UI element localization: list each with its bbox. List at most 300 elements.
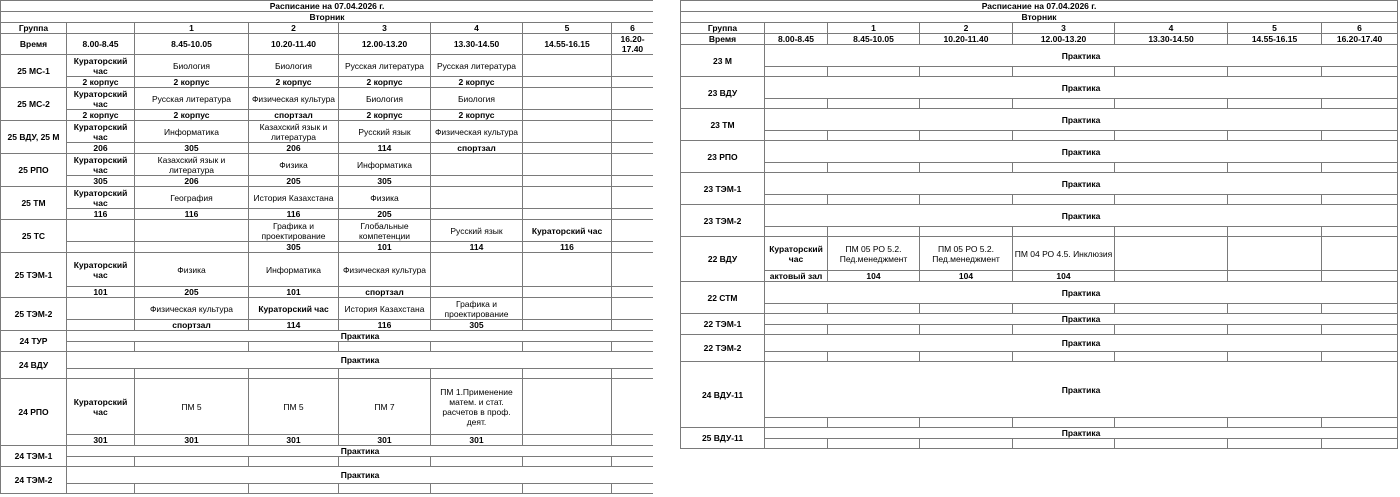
practice-label: Практика: [765, 282, 1398, 304]
group-row: [1, 331, 654, 342]
room-cell: [828, 227, 920, 237]
room-cell: [920, 352, 1013, 362]
room-cell: [920, 131, 1013, 141]
pair-number: 5: [523, 23, 612, 34]
room-cell: [523, 369, 612, 379]
room-cell: 116: [523, 242, 612, 253]
time-header: Время: [1, 34, 67, 55]
room-cell: 116: [339, 320, 431, 331]
room-cell: [612, 176, 654, 187]
pair-number: 4: [1115, 23, 1228, 34]
group-room-row: [681, 195, 1398, 205]
group-row: [1, 154, 654, 176]
room-cell: 2 корпус: [339, 77, 431, 88]
room-cell: 116: [249, 209, 339, 220]
subject-cell: ПМ 5: [135, 379, 249, 435]
time-slot: 12.00-13.20: [339, 34, 431, 55]
group-row: [681, 335, 1398, 352]
subject-cell: Кураторский час: [523, 220, 612, 242]
left-schedule-table: [0, 0, 654, 494]
subject-cell: Русская литература: [431, 55, 523, 77]
group-room-row: [1, 342, 654, 352]
subject-cell: ПМ 04 РО 4.5. Инклюзия: [1013, 237, 1115, 271]
group-row: [1, 121, 654, 143]
group-name: 24 ВДУ-11: [681, 362, 765, 428]
room-cell: спортзал: [431, 143, 523, 154]
room-cell: 305: [67, 176, 135, 187]
group-row: [681, 45, 1398, 67]
room-cell: [1322, 195, 1398, 205]
room-cell: [765, 163, 828, 173]
room-cell: [1013, 99, 1115, 109]
room-cell: [1115, 131, 1228, 141]
time-slot: 8.00-8.45: [67, 34, 135, 55]
group-name: 25 РПО: [1, 154, 67, 187]
group-room-row: [681, 325, 1398, 335]
room-cell: [523, 77, 612, 88]
group-header: Группа: [1, 23, 67, 34]
subject-cell: Кураторский час: [249, 298, 339, 320]
time-slot: 14.55-16.15: [523, 34, 612, 55]
room-cell: [765, 227, 828, 237]
subject-cell: Глобальные компетенции: [339, 220, 431, 242]
pair-number: 1: [135, 23, 249, 34]
group-room-row: [1, 484, 654, 494]
pair-number: 2: [920, 23, 1013, 34]
room-cell: [612, 110, 654, 121]
room-cell: 2 корпус: [67, 110, 135, 121]
room-cell: [67, 484, 135, 494]
pair-number-row: [681, 23, 1398, 34]
room-cell: [1228, 304, 1322, 314]
time-slot: 8.45-10.05: [135, 34, 249, 55]
room-cell: [1322, 439, 1398, 449]
subject-cell: Физика: [339, 187, 431, 209]
room-cell: [1228, 271, 1322, 282]
room-cell: 104: [1013, 271, 1115, 282]
room-cell: [828, 131, 920, 141]
group-room-row: [1, 77, 654, 88]
time-slot: 10.20-11.40: [249, 34, 339, 55]
room-cell: [523, 143, 612, 154]
room-cell: [523, 484, 612, 494]
room-cell: [612, 369, 654, 379]
room-cell: [765, 304, 828, 314]
room-cell: [1322, 227, 1398, 237]
subject-cell: Русская литература: [339, 55, 431, 77]
room-cell: [920, 304, 1013, 314]
group-room-row: [681, 227, 1398, 237]
room-cell: [1013, 418, 1115, 428]
room-cell: [1115, 227, 1228, 237]
subject-cell: [612, 379, 654, 435]
subject-cell: Русский язык: [339, 121, 431, 143]
room-cell: 301: [431, 435, 523, 446]
group-name: 25 ТЭМ-1: [1, 253, 67, 298]
practice-label: Практика: [765, 45, 1398, 67]
room-cell: 301: [135, 435, 249, 446]
room-cell: [67, 242, 135, 253]
group-name: 25 МС-1: [1, 55, 67, 88]
group-row: [1, 352, 654, 369]
room-cell: 114: [249, 320, 339, 331]
room-cell: [431, 342, 523, 352]
room-cell: [1322, 271, 1398, 282]
group-header: Группа: [681, 23, 765, 34]
room-cell: [523, 320, 612, 331]
group-name: 22 СТМ: [681, 282, 765, 314]
room-cell: [523, 110, 612, 121]
room-cell: [431, 484, 523, 494]
room-cell: 205: [339, 209, 431, 220]
room-cell: [1322, 418, 1398, 428]
room-cell: [523, 287, 612, 298]
room-cell: 101: [249, 287, 339, 298]
subject-cell: Биология: [339, 88, 431, 110]
group-row: [681, 237, 1398, 271]
room-cell: [828, 352, 920, 362]
practice-label: Практика: [765, 141, 1398, 163]
room-cell: [765, 439, 828, 449]
time-slot: 14.55-16.15: [1228, 34, 1322, 45]
room-cell: [1013, 352, 1115, 362]
pair-number: 1: [828, 23, 920, 34]
group-row: [681, 282, 1398, 304]
group-row: [681, 314, 1398, 325]
group-name: 23 ВДУ: [681, 77, 765, 109]
subject-cell: Кураторский час: [67, 187, 135, 209]
room-cell: [920, 418, 1013, 428]
room-cell: 301: [249, 435, 339, 446]
time-slot: 16.20-17.40: [612, 34, 654, 55]
group-name: 23 РПО: [681, 141, 765, 173]
room-cell: [135, 369, 249, 379]
room-cell: [1322, 67, 1398, 77]
group-row: [1, 187, 654, 209]
group-room-row: [1, 320, 654, 331]
time-row: [1, 34, 654, 55]
subject-cell: [67, 220, 135, 242]
subject-cell: [1322, 237, 1398, 271]
pair-number: 3: [1013, 23, 1115, 34]
subject-cell: [431, 253, 523, 287]
group-room-row: [1, 457, 654, 467]
room-cell: [920, 163, 1013, 173]
practice-label: Практика: [765, 173, 1398, 195]
room-cell: [523, 435, 612, 446]
room-cell: [67, 342, 135, 352]
group-name: 24 РПО: [1, 379, 67, 446]
room-cell: [339, 484, 431, 494]
room-cell: 2 корпус: [67, 77, 135, 88]
room-cell: 301: [339, 435, 431, 446]
group-name: 23 М: [681, 45, 765, 77]
practice-label: Практика: [765, 314, 1398, 325]
group-room-row: [681, 418, 1398, 428]
room-cell: [1115, 67, 1228, 77]
group-room-row: [681, 352, 1398, 362]
room-cell: 301: [67, 435, 135, 446]
room-cell: [920, 195, 1013, 205]
group-name: 25 ВДУ-11: [681, 428, 765, 449]
room-cell: 104: [828, 271, 920, 282]
left-schedule-sheet: [0, 0, 653, 494]
group-row: [1, 88, 654, 110]
room-cell: [828, 195, 920, 205]
room-cell: [765, 99, 828, 109]
time-slot: 13.30-14.50: [431, 34, 523, 55]
room-cell: [1322, 325, 1398, 335]
room-cell: [765, 67, 828, 77]
room-cell: 206: [135, 176, 249, 187]
group-room-row: [681, 163, 1398, 173]
room-cell: [249, 484, 339, 494]
subject-cell: Информатика: [135, 121, 249, 143]
subject-cell: [523, 55, 612, 77]
group-room-row: [1, 369, 654, 379]
group-name: 25 ТМ: [1, 187, 67, 220]
room-cell: [1115, 352, 1228, 362]
time-slot: 8.00-8.45: [765, 34, 828, 45]
room-cell: [612, 484, 654, 494]
room-cell: [339, 457, 431, 467]
room-cell: [765, 131, 828, 141]
subject-cell: [67, 298, 135, 320]
room-cell: [431, 369, 523, 379]
subject-cell: История Казахстана: [339, 298, 431, 320]
group-room-row: [681, 439, 1398, 449]
group-name: 25 ТС: [1, 220, 67, 253]
pair-number: 4: [431, 23, 523, 34]
subject-cell: Кураторский час: [765, 237, 828, 271]
subject-cell: ПМ 7: [339, 379, 431, 435]
room-cell: [1013, 131, 1115, 141]
group-name: 23 ТЭМ-2: [681, 205, 765, 237]
subject-cell: Кураторский час: [67, 154, 135, 176]
group-name: 25 МС-2: [1, 88, 67, 121]
room-cell: [920, 227, 1013, 237]
time-header: Время: [681, 34, 765, 45]
group-name: 25 ВДУ, 25 М: [1, 121, 67, 154]
room-cell: [135, 484, 249, 494]
room-cell: спортзал: [339, 287, 431, 298]
group-row: [1, 298, 654, 320]
subject-cell: [431, 187, 523, 209]
room-cell: 305: [431, 320, 523, 331]
room-cell: 104: [920, 271, 1013, 282]
group-row: [681, 141, 1398, 163]
room-cell: 2 корпус: [339, 110, 431, 121]
room-cell: [920, 439, 1013, 449]
group-row: [1, 220, 654, 242]
room-cell: [612, 457, 654, 467]
time-slot: 16.20-17.40: [1322, 34, 1398, 45]
room-cell: спортзал: [249, 110, 339, 121]
room-cell: [1228, 67, 1322, 77]
room-cell: 116: [67, 209, 135, 220]
pair-number: [765, 23, 828, 34]
room-cell: [1228, 131, 1322, 141]
group-room-row: [1, 242, 654, 253]
room-cell: [1013, 227, 1115, 237]
room-cell: [1013, 195, 1115, 205]
time-slot: 8.45-10.05: [828, 34, 920, 45]
subject-cell: [523, 298, 612, 320]
room-cell: [765, 325, 828, 335]
room-cell: 114: [431, 242, 523, 253]
room-cell: [339, 369, 431, 379]
subject-cell: Биология: [431, 88, 523, 110]
subject-cell: [135, 220, 249, 242]
room-cell: [920, 99, 1013, 109]
subject-cell: Физика: [249, 154, 339, 176]
subject-cell: Физическая культура: [135, 298, 249, 320]
practice-label: Практика: [765, 428, 1398, 439]
group-row: [681, 77, 1398, 99]
right-schedule-sheet: [680, 0, 1397, 449]
subject-cell: [612, 88, 654, 110]
group-row: [681, 109, 1398, 131]
time-slot: 12.00-13.20: [1013, 34, 1115, 45]
room-cell: [1115, 163, 1228, 173]
room-cell: [523, 176, 612, 187]
room-cell: [828, 304, 920, 314]
subject-cell: [523, 253, 612, 287]
room-cell: [249, 457, 339, 467]
subject-cell: [523, 379, 612, 435]
subject-cell: Казахский язык и литература: [135, 154, 249, 176]
group-room-row: [1, 209, 654, 220]
schedule-title: Расписание на 07.04.2026 г.: [1, 1, 654, 12]
group-name: 23 ТЭМ-1: [681, 173, 765, 205]
room-cell: [828, 439, 920, 449]
subject-cell: Кураторский час: [67, 88, 135, 110]
room-cell: [828, 99, 920, 109]
practice-label: Практика: [67, 446, 654, 457]
subject-cell: [431, 154, 523, 176]
group-name: 24 ВДУ: [1, 352, 67, 379]
subject-cell: Физика: [135, 253, 249, 287]
group-name: 22 ВДУ: [681, 237, 765, 282]
group-row: [1, 379, 654, 435]
subject-cell: ПМ 1.Применение матем. и стат. расчетов в проф. деят.: [431, 379, 523, 435]
subject-cell: [612, 298, 654, 320]
room-cell: [1322, 163, 1398, 173]
pair-number: 6: [612, 23, 654, 34]
room-cell: [339, 342, 431, 352]
room-cell: [1228, 227, 1322, 237]
room-cell: [1115, 418, 1228, 428]
group-name: 24 ТЭМ-2: [1, 467, 67, 494]
subject-cell: Казахский язык и литература: [249, 121, 339, 143]
room-cell: [249, 369, 339, 379]
room-cell: 2 корпус: [135, 77, 249, 88]
room-cell: [828, 418, 920, 428]
group-name: 22 ТЭМ-1: [681, 314, 765, 335]
subject-cell: ПМ 5: [249, 379, 339, 435]
subject-cell: ПМ 05 РО 5.2. Пед.менеджмент: [828, 237, 920, 271]
group-room-row: [681, 99, 1398, 109]
room-cell: [765, 418, 828, 428]
subject-cell: [612, 187, 654, 209]
room-cell: 206: [249, 143, 339, 154]
room-cell: [920, 67, 1013, 77]
room-cell: [523, 342, 612, 352]
room-cell: [1322, 131, 1398, 141]
room-cell: [1228, 99, 1322, 109]
room-cell: [1115, 271, 1228, 282]
room-cell: [1228, 325, 1322, 335]
room-cell: 206: [67, 143, 135, 154]
practice-label: Практика: [765, 205, 1398, 227]
practice-label: Практика: [67, 352, 654, 369]
room-cell: 305: [339, 176, 431, 187]
pair-number: 2: [249, 23, 339, 34]
group-room-row: [681, 304, 1398, 314]
subject-cell: [523, 154, 612, 176]
room-cell: [612, 320, 654, 331]
group-row: [681, 362, 1398, 418]
room-cell: [135, 342, 249, 352]
subject-cell: Информатика: [339, 154, 431, 176]
room-cell: [523, 209, 612, 220]
room-cell: 2 корпус: [431, 110, 523, 121]
time-slot: 13.30-14.50: [1115, 34, 1228, 45]
room-cell: [1322, 304, 1398, 314]
subject-cell: Кураторский час: [67, 379, 135, 435]
subject-cell: Биология: [249, 55, 339, 77]
room-cell: [612, 209, 654, 220]
group-room-row: [681, 131, 1398, 141]
subject-cell: [612, 220, 654, 242]
subject-cell: [523, 187, 612, 209]
group-row: [681, 205, 1398, 227]
room-cell: [1322, 352, 1398, 362]
practice-label: Практика: [765, 335, 1398, 352]
room-cell: 205: [135, 287, 249, 298]
room-cell: спортзал: [135, 320, 249, 331]
subject-cell: Графика и проектирование: [249, 220, 339, 242]
room-cell: [1013, 304, 1115, 314]
room-cell: 2 корпус: [249, 77, 339, 88]
room-cell: [1115, 304, 1228, 314]
room-cell: [431, 209, 523, 220]
room-cell: 116: [135, 209, 249, 220]
room-cell: [135, 457, 249, 467]
room-cell: [523, 457, 612, 467]
subject-cell: [612, 121, 654, 143]
room-cell: [1115, 99, 1228, 109]
group-room-row: [681, 67, 1398, 77]
room-cell: [765, 352, 828, 362]
group-room-row: [1, 143, 654, 154]
room-cell: [612, 242, 654, 253]
group-name: 24 ТЭМ-1: [1, 446, 67, 467]
room-cell: 305: [135, 143, 249, 154]
subject-cell: [612, 55, 654, 77]
room-cell: [765, 195, 828, 205]
room-cell: [1115, 325, 1228, 335]
room-cell: [920, 325, 1013, 335]
room-cell: 101: [67, 287, 135, 298]
time-slot: 10.20-11.40: [920, 34, 1013, 45]
sheet-gap: [653, 0, 680, 497]
room-cell: [1228, 439, 1322, 449]
right-schedule-table: [680, 0, 1398, 449]
room-cell: [1228, 163, 1322, 173]
room-cell: [828, 325, 920, 335]
pair-number: 6: [1322, 23, 1398, 34]
